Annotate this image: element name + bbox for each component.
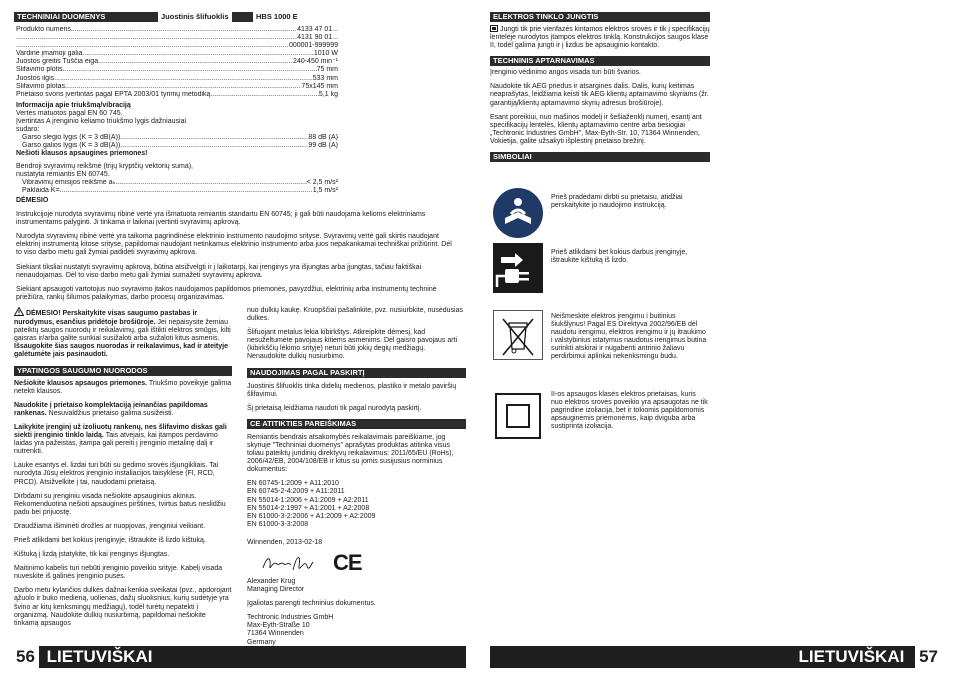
- right-footer: [490, 646, 940, 668]
- standard-item: EN 61000-3-3:2008: [247, 520, 309, 528]
- warning-triangle-icon: [14, 307, 24, 319]
- usage-paragraph: Juostinis šlifuoklis tinka didelių medienos, plastiko ir metalo paviršių šlifavimui.: [247, 382, 457, 398]
- spec-row: ..... 000001-999999: [16, 42, 338, 50]
- left-column: [14, 307, 232, 634]
- signature-image: [261, 552, 315, 576]
- middle-column: [247, 307, 466, 647]
- noise-title: Informacija apie triukšmą/vibraciją: [16, 101, 131, 109]
- symbol-text: Neišmeskite elektros įrengimu i buitinius šiukšlynus! Pagal ES Direktyva 2002/96/EB dėl naudotu irengimu, elektros irengimu ir jų itraukimo i valstybinius istatymus naudotus irengimus butina surinkti atskirai ir nugabenti antrinio žaliavu perdirbimui aplinkai nekenksmingu budu.: [551, 313, 707, 361]
- safety-item: Dirbdami su įrenginiu visada nešiokite apsauginius akinius. Rekomenduotina nešioti apsaugines pirštines, tvirtus batus neslidžiu padu bei prijuostę.: [14, 492, 226, 516]
- standard-item: EN 55014-2:1997 + A1:2001 + A2:2008: [247, 504, 370, 512]
- safety-item: Lauke esantys el. lizdai turi būti su gedimo srovės išjungikliais. Tai nurodyta Jūsų elektros įrenginio instaliacijos taisyklėse (FI, RCD, PRCD). Atsižvelkite į tai, naudodami prietaisą.: [14, 462, 219, 486]
- vib-value-row: Vibravimų emisijos reikšmė aₕ ..... < 2,5 m/s²: [16, 179, 338, 187]
- safety-item: Nešiokite klausos apsaugos priemones. Triukšmo poveikyje galima netekti klausos.: [14, 379, 232, 395]
- spec-row: ..... 4131 90 01...: [16, 34, 338, 42]
- signer-role: Managing Director: [247, 586, 305, 594]
- unplug-icon: [493, 243, 543, 293]
- safety-item: Laikykite įrenginį už izoliuotų rankenų, nes šlifavimo diskas gali siekti įrenginio tinklo laidą. Tais atvejais, kai įtampos perdavimo laidas yra pažeistas, įtampa gali pereiti į įrenginio metalinę dalį ir nutrenkti.: [14, 423, 227, 456]
- signature-area: [247, 550, 466, 578]
- symbol-text: Prieš pradėdami dirbti su prietaisu, atidžiai perskaitykite jo naudojimo instrukciją.: [551, 194, 683, 210]
- ce-text: Remiantis bendrais atsakomybės reikalavimais pareiškiame, jog skyriuje "Techniniai duomenys" aprašytas produktas atitinka visus toliau pateiktų juridinių direktyvų reikalavimus: 2011/65/EU (RoHs), 2006/42/EB, 2004/108/EB ir kitus su jomis susijusius norminius dokumentus:: [247, 433, 454, 474]
- safety-title: YPATINGOS SAUGUMO NUORODOS: [14, 366, 232, 376]
- class-ii-icon: [495, 393, 541, 439]
- address-line: Max-Eyth-Straße 10: [247, 622, 310, 630]
- warning-keep: Išsaugokite šias saugos nuorodas ir reikalavimus, kad ir ateityje galėtumėte jais pasinaudoti.: [14, 343, 228, 359]
- safety-header: [14, 366, 232, 376]
- symbol-text: Prieš atlikdami bet kokius darbus įrenginyje, ištraukite kištuką iš lizdo.: [551, 249, 688, 265]
- safety-item: Šlifuojant metalus lekia kibirkštys. Atkreipkite dėmesį, kad nesuželtumėte pavojaus kitiems asmenims. Dėl gaisro pavojaus arti (kibirkščių lėkimo srityje) neturi būti jokių degių medžiagų. Nenaudokite dulkių nusiurbimo.: [247, 329, 458, 361]
- model-name: HBS 1000 E: [253, 12, 466, 22]
- noise-line: sudaro:: [16, 126, 40, 134]
- spec-row: Šlifavimo plotas ..... 75x145 mm: [16, 83, 338, 91]
- safety-item: Draudžiama išiminėti drožles ar nuopjovas, įrenginiui veikiant.: [14, 522, 206, 530]
- spec-row: Juostos ilgis ..... 533 mm: [16, 75, 338, 83]
- grid-title: ELEKTROS TINKLO JUNGTIS: [490, 12, 710, 22]
- read-manual-icon: [493, 188, 543, 238]
- left-page: [14, 0, 466, 677]
- standard-item: EN 55014-1:2006 + A1:2009 + A2:2011: [247, 496, 369, 504]
- ce-mark: CE: [333, 549, 362, 575]
- usage-paragraph: Šį prietaisą leidžiama naudoti tik pagal nurodytą paskirtį.: [247, 404, 422, 412]
- vib-line: nustatyta remiantis EN 60745.: [16, 170, 110, 178]
- safety-item: nuo dulkių kaukę. Kruopščiai pašalinkite, pvz. nusiurbkite, nusėdusias dulkes.: [247, 307, 463, 323]
- noise-value-row: Garso slėgio lygis (K = 3 dB(A)) ..... 88 dB (A): [16, 134, 338, 142]
- mains-plug-icon: [490, 25, 498, 32]
- spec-row: Šlifavimo plotis ..... 75 mm: [16, 66, 338, 74]
- spec-list: [16, 26, 338, 195]
- safety-item: Maitinimo kabelis turi nebūti įrenginio poveikio srityje. Kabelį visada nuveskite iš galinės įrenginio pusės.: [14, 565, 223, 581]
- attention-section: [16, 197, 456, 308]
- noise-line: Vertės matuotos pagal EN 60 745.: [16, 109, 123, 117]
- page-number-right: 57: [915, 646, 940, 668]
- maint-header: [490, 56, 710, 66]
- grid-text-block: [490, 25, 710, 50]
- attention-paragraph: Siekiant tiksliai nustatyti svyravimų apkrovą, būtina atsižvelgti ir į laikotarpį, kai įrenginys yra išjungtas arba įjungtas, tačiau faktiškai nenaudojamas. Dėl to viso darbo metu gali žymiai sumažėti svyravimų apkrova.: [16, 263, 422, 279]
- attention-paragraph: Nurodyta svyravimų ribinė vertė yra taikoma pagrindinėse elektrinio instrumento naudojimo srityse. Svyravimų vertė gali skirtis naudojant elektrinį instrumentą kitose srityse, papildomai naudojant netinkamus elektrinio instrumento arba juos nepakankamai techniškai prižiūrint. Dėl to viso darbo metu gali žymiai padidėti svyravimų apkrova.: [16, 233, 452, 257]
- maint-title: TECHNINIS APTARNAVIMAS: [490, 56, 710, 66]
- maint-paragraph: Naudokite tik AEG priedus ir atsargines dalis. Dalis, kurių keitimas neaprašytas, leidžiama keisti tik AEG klientų aptarnavimo skyriams (žr. garantiją/klientų aptarnavimo skyrių adresus brošiūroje).: [490, 83, 709, 107]
- warning-block: [14, 307, 232, 360]
- warning-bold: DĖMESIO! Perskaitykite visas saugumo pastabas ir nurodymus, esančius pridėtoje brošiūroje.: [14, 310, 198, 327]
- noise-line: Įvertintas A įrenginio keliamo triukšmo lygis dažniausiai: [16, 118, 187, 126]
- ce-title: CE ATITIKTIES PAREIŠKIMAS: [247, 419, 466, 429]
- address-line: 71364 Winnenden: [247, 630, 304, 638]
- attention-title: DĖMESIO: [16, 197, 49, 204]
- technical-data-title: TECHNINIAI DUOMENYS: [17, 12, 106, 21]
- language-label-left: LIETUVIŠKAI: [46, 647, 153, 666]
- declaration-date: Winnenden, 2013-02-18: [247, 538, 323, 546]
- product-name: Juostinis šlifuoklis: [158, 12, 232, 22]
- safety-item: Naudokite į prietaiso komplektaciją įeinančias papildomas rankenas. Nesuvaldžius prietaiso galima susižeisti.: [14, 401, 208, 417]
- safety-item: Prieš atlikdami bet kokius įrenginyje, ištraukite iš lizdo kištuką.: [14, 536, 206, 544]
- left-footer: [14, 646, 466, 668]
- grid-header: [490, 12, 710, 22]
- usage-header: [247, 368, 466, 378]
- address-line: Germany: [247, 638, 276, 646]
- symbol-text: II-os apsaugos klasės elektros prietaisas, kuris nuo elektros srovės poveikio yra apsaugotas ne tik pagrindine izoliacija, bet ir tokiomis papildomomis apsauginėmis priemonėmis, kaip dviguba arba sustiprinta izoliacija.: [551, 391, 708, 431]
- standard-item: EN 60745-2-4:2009 + A11:2011: [247, 488, 345, 496]
- usage-title: NAUDOJIMAS PAGAL PASKIRTĮ: [247, 368, 466, 378]
- attention-paragraph: Instrukcijoje nurodyta svyravimų ribinė vertė yra išmatuota remiantis standartu EN 60745; ji gali būti naudojama kelioms elektriniams instrumentams palyginti. Ji tinkama ir laikinai įvertinti svyravimų apkrovą.: [16, 211, 426, 227]
- spec-row: Produkto numeris ..... 4133 47 01...: [16, 26, 338, 34]
- symbols-title: SIMBOLIAI: [490, 152, 710, 162]
- attention-paragraph: Siekiant apsaugoti vartotojus nuo svyravimo įtakos naudojamos papildomos priemonės, pavyzdžiui, elektrinių arba instrumentų techninė priežiūra, rankų šilumos palaikymas, darbo procesų organizavimas.: [16, 285, 437, 301]
- standard-item: EN 60745-1:2009 + A11:2010: [247, 480, 339, 488]
- noise-value-row: Garso galios lygis (K = 3 dB(A)) ..... 99 dB (A): [16, 142, 338, 150]
- authorized-note: Įgaliotas parengti techninius dokumentus.: [247, 600, 376, 608]
- warning-text: Jei nepaisysite žemiau pateiktų saugos nuorodų ir reikalavimų, gali ištikti elektros smūgis, kilti gaisras ir/arba galite sunkiai susižaloti arba sužaloti kitus asmenis.: [14, 319, 231, 343]
- technical-data-header: [14, 12, 466, 22]
- vib-value-row: Paklaida K= ..... 1,5 m/s²: [16, 187, 338, 195]
- safety-item: Kištuką į lizdą įstatykite, tik kai įrenginys išjungtas.: [14, 551, 170, 559]
- address-line: Techtronic Industries GmbH: [247, 614, 334, 622]
- spec-row: Vardinė įmamoji galia ..... 1010 W: [16, 50, 338, 58]
- grid-text: Jungti tik prie vienfazės kintamos elektros srovės ir tik į specifikacijų lentelėje nurodytos įtampos elektros tinklą. Konstrukcijos saugos klasė II, todėl galima jungti ir į lizdus be apsauginio kontakto.: [490, 26, 710, 50]
- standard-item: EN 61000-3-2:2006 + A1:2009 + A2:2009: [247, 512, 376, 520]
- vib-line: Bendroji svyravimų reikšmė (trijų kryptčių vektorių suma),: [16, 162, 193, 170]
- spec-row: Prietaiso svoris įvertintas pagal EPTA 2003/01 tyrimų metodiką. ..... 5,1 kg: [16, 91, 338, 99]
- spec-row: Juostos greitis Tuščia eiga ..... 240-450 min⁻¹: [16, 58, 338, 66]
- signer-name: Alexander Krug: [247, 577, 296, 585]
- ce-header: [247, 419, 466, 429]
- safety-item: Darbo metu kylančios dulkės dažnai kenkia sveikatai (pvz., apdorojant ąžuolo ir buko medieną, uolienas, dažų sluoksnius, kurių sudėtyje yra švino ar kitų kenksmingų medžiagų), todėl turėtų nepatekti į organizmą. Naudokite dulkių nusiurbimą, papildomai nešiokite tinkamą apsaugos: [14, 587, 232, 627]
- language-label-right: LIETUVIŠKAI: [798, 647, 905, 666]
- symbols-header: [490, 152, 710, 162]
- noise-note: Nešioti klausos apsaugines priemones!: [16, 150, 148, 158]
- page-number-left: 56: [14, 646, 39, 668]
- maint-paragraph: Esant poreikiui, nuo mašinos modelį ir šešiaženklį numerį, esantį ant specifikacijų lentelės, klientų aptarnavimo centre arba tiesiogiai „Techtronic Industries GmbH", Max-Eyth-Str. 10, 71364 Winnenden, Vokietija, galite užsakyti išplėstinį prietaiso brėžinį.: [490, 113, 702, 145]
- right-page: [490, 12, 710, 162]
- weee-bin-icon: [493, 310, 543, 360]
- maint-paragraph: Įrenginio vėdinimo angos visada turi būti švarios.: [490, 69, 641, 77]
